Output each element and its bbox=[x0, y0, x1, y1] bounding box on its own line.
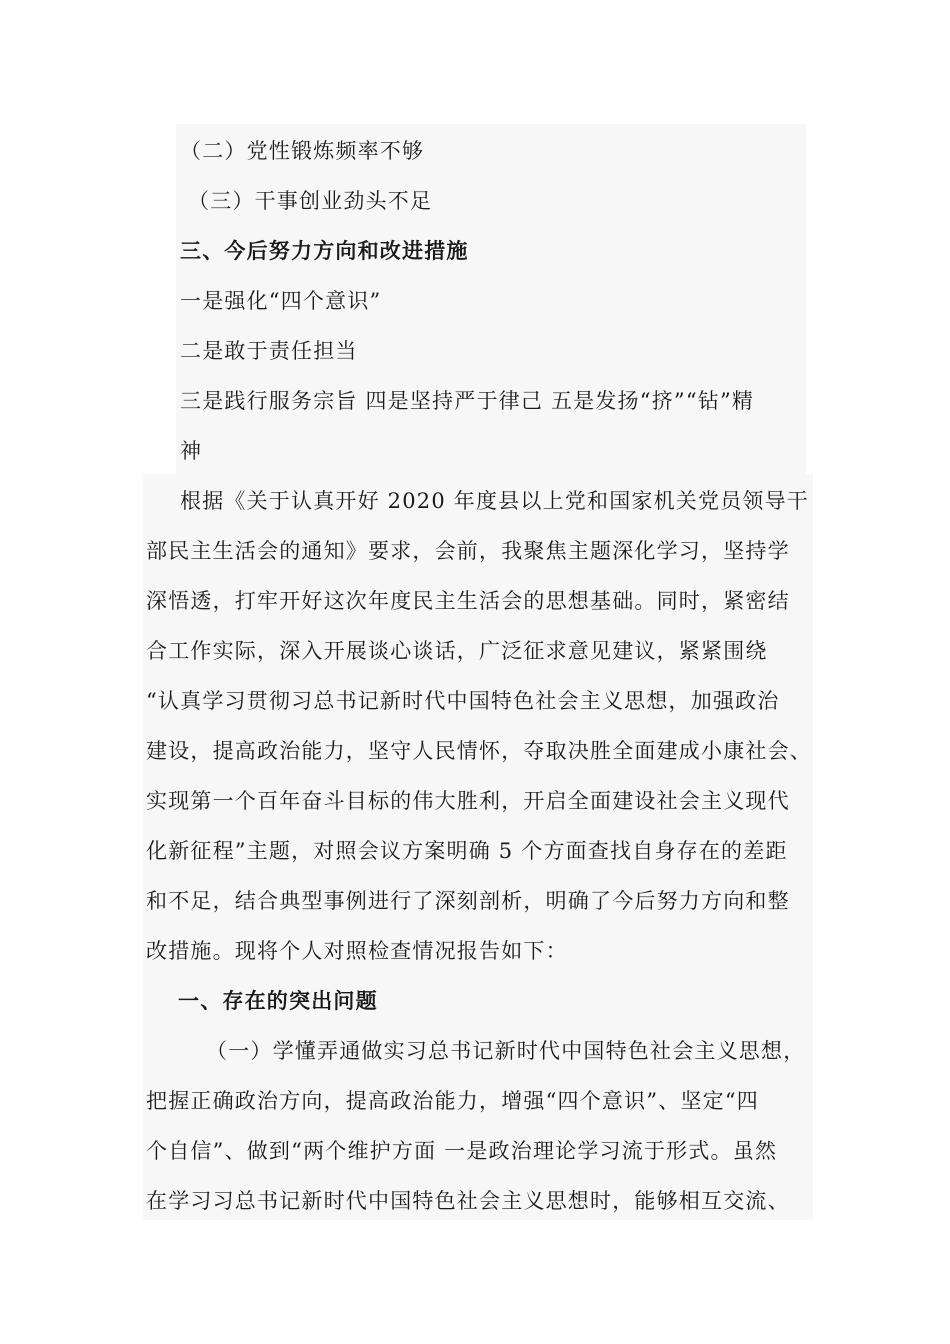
body-paragraph-line: 部民主生活会的通知》要求，会前，我聚焦主题深化学习，坚持学 bbox=[146, 539, 790, 563]
body-paragraph-line: 在学习习总书记新时代中国特色社会主义思想时，能够相互交流、 bbox=[146, 1189, 790, 1213]
body-paragraph-line: 建设，提高政治能力，坚守人民情怀，夺取决胜全面建成小康社会、 bbox=[146, 739, 812, 763]
section-heading-3: 三、今后努力方向和改进措施 bbox=[180, 239, 469, 263]
measure-3-5: 三是践行服务宗旨 四是坚持严于律己 五是发扬“挤”“钻”精 bbox=[180, 389, 755, 413]
subheading-3: （三）干事创业劲头不足 bbox=[188, 189, 433, 213]
body-paragraph-line: 个自信”、做到“两个维护方面 一是政治理论学习流于形式。虽然 bbox=[146, 1139, 778, 1163]
body-paragraph-line: 深悟透，打牢开好这次年度民主生活会的思想基础。同时，紧密结 bbox=[146, 589, 790, 613]
subheading-2: （二）党性锻炼频率不够 bbox=[180, 139, 425, 163]
body-paragraph-line: 化新征程”主题，对照会议方案明确 5 个方面查找自身存在的差距 bbox=[146, 839, 788, 863]
section-heading-1: 一、存在的突出问题 bbox=[178, 989, 378, 1013]
body-paragraph-line: 和不足，结合典型事例进行了深刻剖析，明确了今后努力方向和整 bbox=[146, 889, 790, 913]
body-paragraph-line: 合工作实际，深入开展谈心谈话，广泛征求意见建议，紧紧围绕 bbox=[146, 639, 768, 663]
body-paragraph-line: 实现第一个百年奋斗目标的伟大胜利，开启全面建设社会主义现代 bbox=[146, 789, 790, 813]
body-paragraph-line: （一）学懂弄通做实习总书记新时代中国特色社会主义思想， bbox=[206, 1039, 806, 1063]
body-paragraph-line: 根据《关于认真开好 2020 年度县以上党和国家机关党员领导干 bbox=[180, 489, 809, 513]
measure-1: 一是强化“四个意识” bbox=[180, 289, 382, 313]
body-paragraph-line: 改措施。现将个人对照检查情况报告如下： bbox=[146, 939, 568, 963]
measure-2: 二是敢于责任担当 bbox=[180, 339, 358, 363]
measure-5-cont: 神 bbox=[180, 439, 203, 463]
body-paragraph-line: “认真学习贯彻习总书记新时代中国特色社会主义思想，加强政治 bbox=[146, 689, 780, 713]
body-paragraph-line: 把握正确政治方向，提高政治能力，增强“四个意识”、坚定“四 bbox=[146, 1089, 760, 1113]
